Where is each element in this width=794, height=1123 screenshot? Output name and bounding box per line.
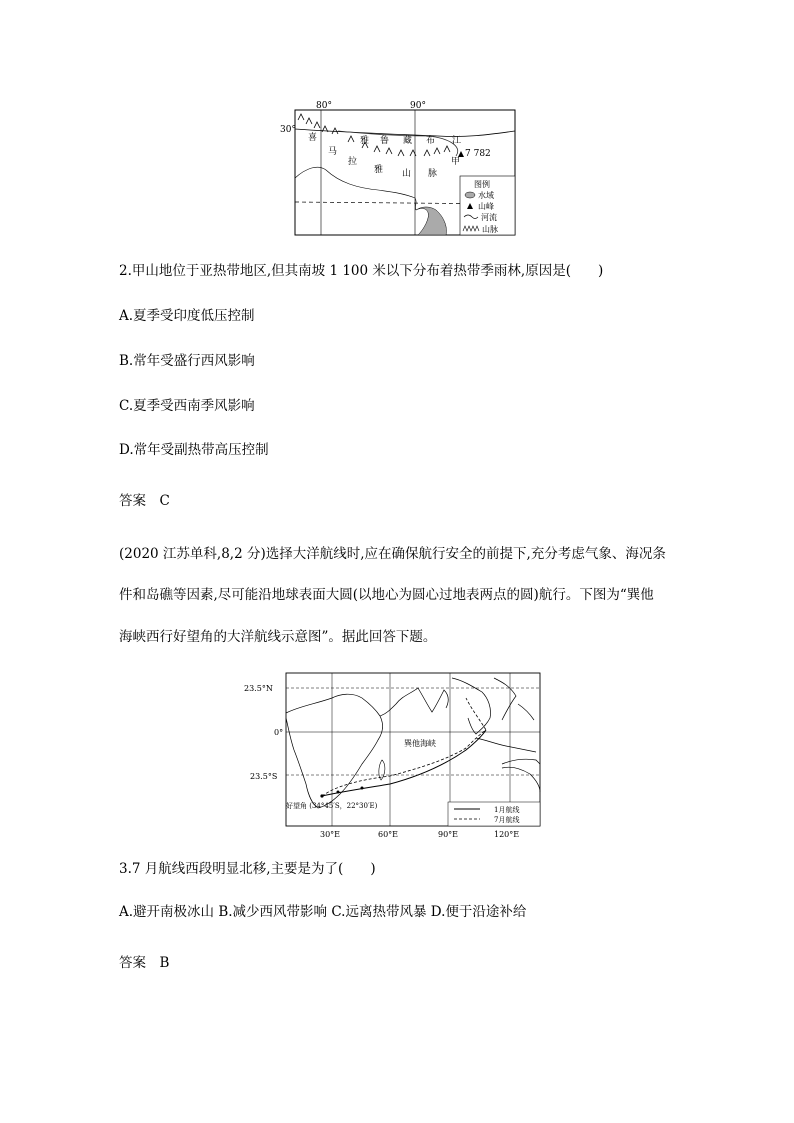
map2-lat-label-eq: 0° <box>274 728 284 737</box>
map2-lon-label-60: 60°E <box>378 830 399 839</box>
legend-item-range: 山脉 <box>482 225 498 234</box>
range-char-3: 拉 <box>348 157 358 167</box>
river-char-2: 鲁 <box>380 136 390 146</box>
q2-stem: 2.甲山地位于亚热带地区,但其南坡 1 100 米以下分布着热带季雨林,原因是( ) <box>119 263 604 279</box>
range-char-6: 脉 <box>428 169 438 179</box>
river-char-4: 布 <box>426 136 436 146</box>
australia-landmass <box>502 767 540 792</box>
legend-january-route: 1月航线 <box>494 806 520 814</box>
ocean-route-map <box>240 668 560 843</box>
range-char-5: 山 <box>402 169 412 179</box>
q2-answer: 答案 C <box>119 493 170 509</box>
map1-legend <box>460 176 515 235</box>
q2-option-b: B.常年受盛行西风影响 <box>119 353 255 369</box>
map2-lon-label-120: 120°E <box>494 830 520 839</box>
intro-line-2: 件和岛礁等因素,尽可能沿地球表面大圆(以地心为圆心过地表两点的圆)航行。下图为“巽他 <box>119 587 654 603</box>
legend-item-peak: 山峰 <box>478 202 494 211</box>
bay-water <box>416 207 446 235</box>
water-legend-icon <box>465 192 475 198</box>
map2-lon-label-90: 90°E <box>438 830 459 839</box>
africa-landmass <box>286 688 448 808</box>
map2-legend <box>448 802 540 826</box>
map1-lon-label-90: 90° <box>410 101 426 111</box>
q2-option-a: A.夏季受印度低压控制 <box>119 308 255 324</box>
q2-option-d: D.常年受副热带高压控制 <box>119 442 269 458</box>
intro-line-1: (2020 江苏单科,8,2 分)选择大洋航线时,应在确保航行安全的前提下,充分考虑气象、海况条 <box>119 546 666 562</box>
peak-height: 7 782 <box>465 149 491 159</box>
map1-lat-label-30: 30° <box>280 125 296 135</box>
legend-item-water: 水域 <box>478 191 494 200</box>
range-char-1: 喜 <box>308 133 318 143</box>
himalaya-map <box>278 98 538 248</box>
intro-line-3: 海峡西行好望角的大洋航线示意图”。据此回答下题。 <box>119 629 437 645</box>
strait-label: 巽他海峡 <box>404 739 436 748</box>
range-char-4: 雅 <box>374 165 384 175</box>
q3-options: A.避开南极冰山 B.减少西风带影响 C.远离热带风暴 D.便于沿途补给 <box>119 904 527 920</box>
q2-option-c: C.夏季受西南季风影响 <box>119 398 255 414</box>
map1-lon-label-80: 80° <box>316 101 332 111</box>
map2-lon-label-30: 30°E <box>320 830 341 839</box>
map2-lat-label-s: 23.5°S <box>250 772 278 781</box>
peak-name: 甲 <box>451 157 461 167</box>
map2-lat-label-n: 23.5°N <box>244 684 273 693</box>
river-char-1: 雅 <box>360 136 370 146</box>
cape-label: 好望角 (34°45′S，22°30′E) <box>286 802 378 810</box>
q3-stem: 3.7 月航线西段明显北移,主要是为了( ) <box>119 861 376 877</box>
legend-item-river: 河流 <box>481 213 497 222</box>
river-char-5: 江 <box>452 136 462 146</box>
q3-answer: 答案 B <box>119 955 170 971</box>
river-char-3: 藏 <box>403 136 413 146</box>
legend-title: 图例 <box>474 180 490 189</box>
legend-july-route: 7月航线 <box>494 816 520 824</box>
range-char-2: 马 <box>328 147 338 157</box>
